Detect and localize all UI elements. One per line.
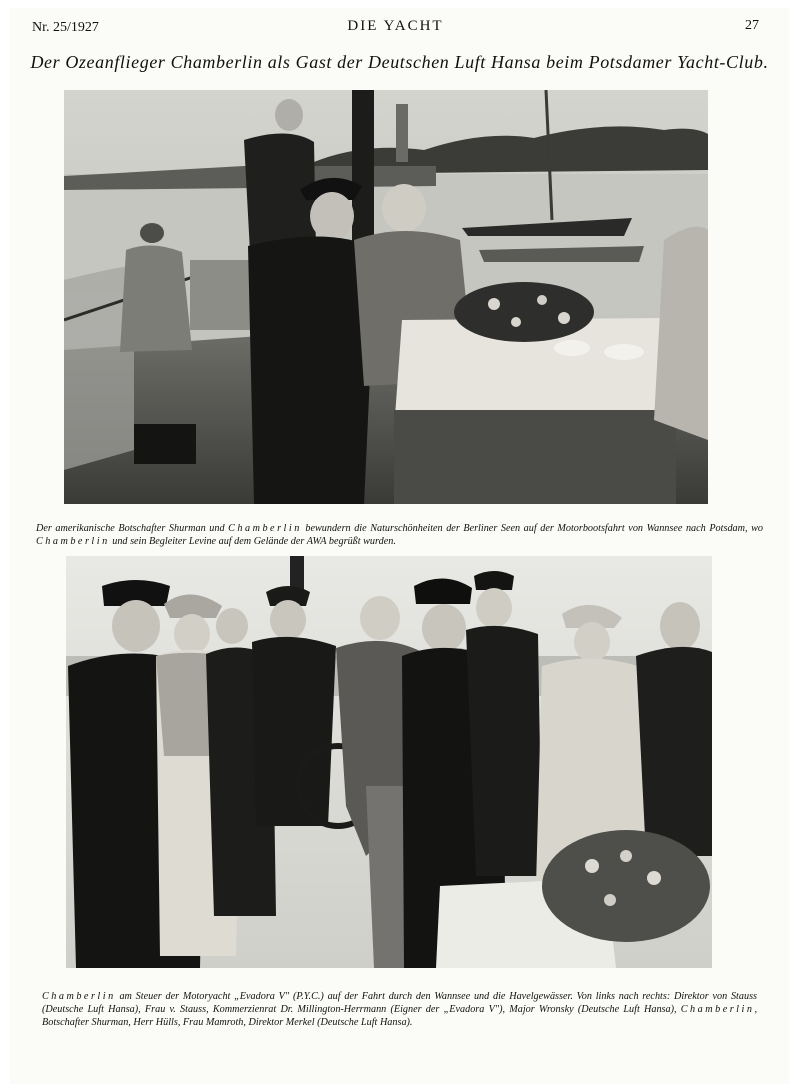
page-header xyxy=(32,18,759,40)
caption-highlight-name: Chamberlin xyxy=(36,536,110,548)
page-number: 27 xyxy=(745,18,759,33)
photo-yacht-deck xyxy=(64,90,708,504)
photo-bottom-caption: Chamberlin am Steuer der Motoryacht „Evadora V" (P.Y.C.) auf der Fahrt durch den Wannsee und die Havelgewässer. Von links nach rechts: Direktor von Stauss (Deutsche Luft Hansa), Frau v. Stauss, Kommerzienrat Dr. Millington-Herrmann (Eigner der „Evadora V"), Major Wronsky (Deutsche Luft Hansa), Chamberlin, Botschafter Shurman, Herr Hülls, Frau Mamroth, Direktor Merkel (Deutsche Luft Hansa). xyxy=(42,991,757,1029)
magazine-title: DIE YACHT xyxy=(347,18,444,34)
photo-group-at-wheel xyxy=(66,556,712,968)
article-title: Der Ozeanflieger Chamberlin als Gast der Deutschen Luft Hansa beim Potsdamer Yacht-Club. xyxy=(30,52,769,72)
photo-top-caption: Der amerikanische Botschafter Shurman und Chamberlin bewundern die Naturschönheiten der Berliner Seen auf der Motorbootsfahrt von Wannsee nach Potsdam, wo Chamberlin und sein Begleiter Levine auf dem Gelände der AWA begrüßt wurden. xyxy=(36,523,763,548)
issue-number: Nr. 25/1927 xyxy=(32,20,99,35)
caption-highlight-name: Chamberlin xyxy=(228,523,302,535)
caption-highlight-name: Chamberlin xyxy=(680,1004,755,1016)
caption-highlight-name: Chamberlin xyxy=(42,991,116,1003)
